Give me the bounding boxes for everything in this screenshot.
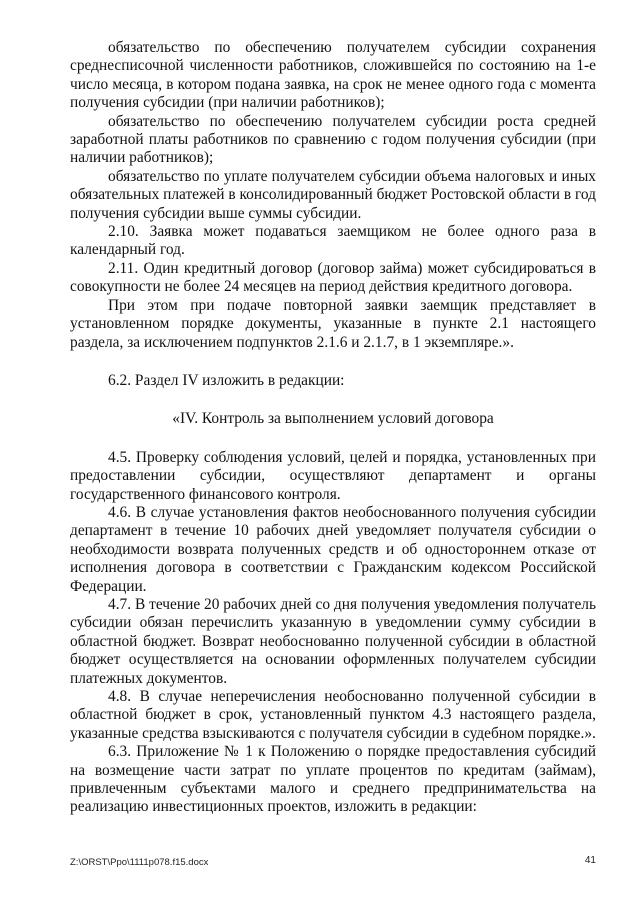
paragraph-4-8: 4.8. В случае неперечисления необоснованно полученной субсидии в областной бюджет в срок, установленный пунктом 4.3 настоящего раздела, указанные средства взыскиваются с получателя субсидии в судебном порядке.». — [70, 688, 596, 742]
footer-page-number: 41 — [584, 855, 596, 866]
paragraph-4-5: 4.5. Проверку соблюдения условий, целей и порядка, установленных при предоставлении субсидии, осуществляют департамент и органы государственного финансового контроля. — [70, 448, 596, 503]
paragraph-obligation-salary: обязательство по обеспечению получателем субсидии роста средней заработной платы работников по сравнению с годом получения субсидии (при наличии работников); — [70, 112, 596, 167]
paragraph-repeat-application: При этом при подаче повторной заявки заемщик представляет в установленном порядке документы, указанные в пункте 2.1 настоящего раздела, за исключением подпунктов 2.1.6 и 2.1.7, в 1 экземпляре.». — [70, 296, 596, 351]
section-heading: «IV. Контроль за выполнением условий договора — [172, 410, 494, 428]
document-body — [70, 39, 596, 817]
paragraph-2-10: 2.10. Заявка может подаваться заемщиком не более одного раза в календарный год. — [70, 223, 596, 259]
footer-file-path: Z:\ORST\Ppo\1111p078.f15.docx — [70, 857, 209, 868]
paragraph-4-6: 4.6. В случае установления фактов необоснованного получения субсидии департамент в течение 10 рабочих дней уведомляет получателя субсидии о необходимости возврата полученных средств и об одностороннем отказе от исполнения договора в соответствии с Гражданским кодексом Российской Федерации. — [70, 503, 596, 595]
paragraph-6-3: 6.3. Приложение № 1 к Положению о порядке предоставления субсидий на возмещение части затрат по уплате процентов по кредитам (займам), привлеченным субъектами малого и среднего предпринимательства на реализацию инвестиционных проектов, изложить в редакции: — [70, 743, 596, 816]
paragraph-2-11: 2.11. Один кредитный договор (договор займа) может субсидироваться в совокупности не более 24 месяцев на период действия кредитного договора. — [70, 259, 596, 296]
paragraph-obligation-taxes: обязательство по уплате получателем субсидии объема налоговых и иных обязательных платежей в консолидированный бюджет Ростовской области в год получения субсидии выше суммы субсидии. — [70, 167, 597, 222]
paragraph-4-7: 4.7. В течение 20 рабочих дней со дня получения уведомления получатель субсидии обязан перечислить указанную в уведомлении сумму субсидии в областной бюджет. Возврат необоснованно полученной субсидии в областной бюджет осуществляется на основании оформленных получателем субсидии платежных документов. — [70, 595, 596, 687]
section-instruction: 6.2. Раздел IV изложить в редакции: — [108, 371, 345, 389]
paragraph-obligation-headcount: обязательство по обеспечению получателем субсидии сохранения среднесписочной численности работников, сложившейся по состоянию на 1-е число месяца, в котором подана заявка, на срок не менее одного года с момента получения субсидии (при наличии работников); — [70, 39, 596, 112]
